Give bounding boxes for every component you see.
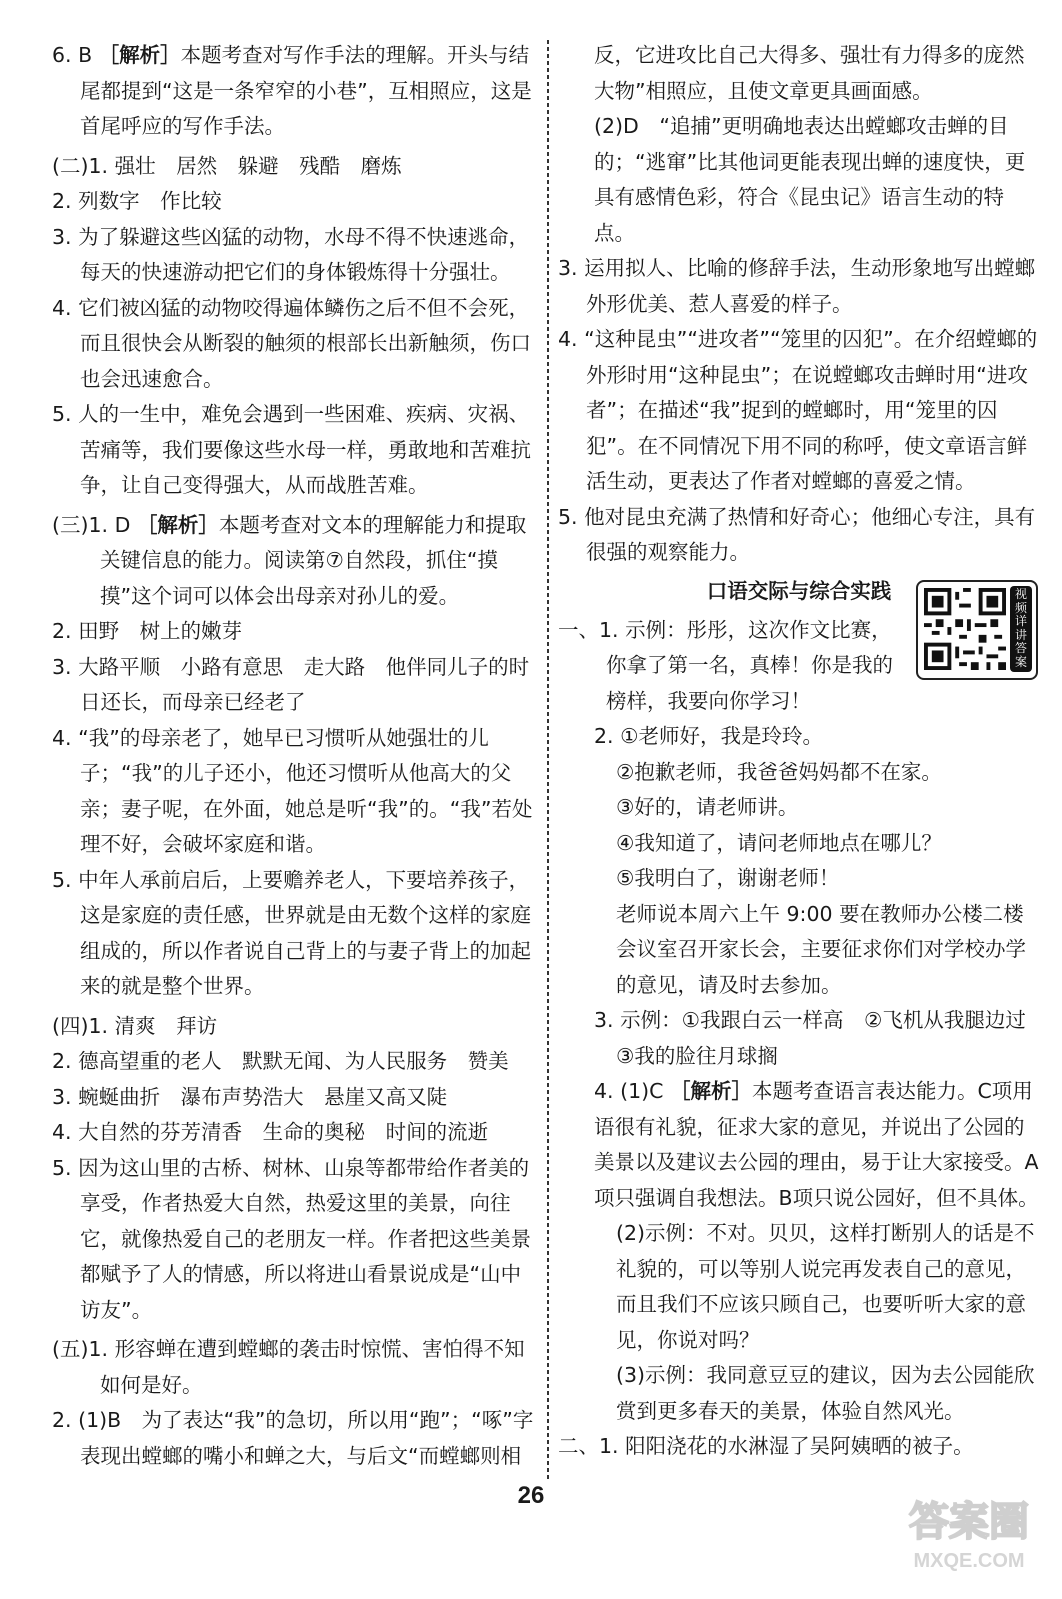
answer-text: ②抱歉老师，我爸爸妈妈都不在家。	[616, 759, 942, 784]
analysis-tag: ［解析］	[98, 43, 181, 67]
right-paragraph	[558, 719, 1040, 755]
answer-text: ③好的，请老师讲。	[616, 795, 799, 819]
right-paragraph	[558, 755, 1040, 791]
left-paragraph	[52, 38, 540, 145]
left-paragraph	[52, 184, 540, 220]
answer-text: 一、1. 示例：彤彤，这次作文比赛，你拿了第一名，真棒！你是我的榜样，我要向你学习！	[558, 617, 893, 713]
left-paragraph	[52, 291, 540, 398]
answer-text: ⑤我明白了，谢谢老师！	[616, 866, 840, 890]
left-paragraph	[52, 1151, 540, 1329]
answer-text: 3. 运用拟人、比喻的修辞手法，生动形象地写出螳螂外形优美、惹人喜爱的样子。	[558, 256, 1036, 316]
qr-code-icon	[924, 588, 1006, 670]
page-number: 26	[517, 1482, 545, 1509]
answer-text: 4. (1)C	[594, 1079, 670, 1103]
left-paragraph	[52, 220, 540, 291]
answer-text: 2. 列数字 作比较	[52, 189, 222, 213]
answer-text: 4. 大自然的芬芳清香 生命的奥秘 时间的流逝	[52, 1120, 489, 1144]
left-paragraph	[52, 863, 540, 1005]
left-paragraph	[52, 1044, 540, 1080]
right-paragraph	[558, 790, 1040, 826]
left-paragraph	[52, 508, 540, 615]
analysis-tag: ［解析］	[669, 1079, 752, 1103]
answer-text: 本题考查对文本的理解能力和提取关键信息的能力。阅读第⑦自然段，抓住“摸摸”这个词可以体会出母亲对孙儿的爱。	[100, 512, 527, 608]
answer-text: 4. “这种昆虫”“进攻者”“笼里的囚犯”。在介绍螳螂的外形时用“这种昆虫”；在说螳螂攻击蝉时用“进攻者”；在描述“我”捉到的螳螂时，用“笼里的囚犯”。在不同情况下用不同的称呼，使文章语言鲜活生动，更表达了作者对螳螂的喜爱之情。	[558, 327, 1038, 493]
answer-text: (2)D “追捕”更明确地表达出螳螂攻击蝉的目的；“逃窜”比其他词更能表现出蝉的速度快，更具有感情色彩，符合《昆虫记》语言生动的特点。	[594, 114, 1026, 245]
answer-text: 2. 田野 树上的嫩芽	[52, 619, 243, 643]
right-paragraph	[558, 861, 1040, 897]
answer-text: 6. B	[52, 43, 99, 67]
answer-text: 3. 蜿蜒曲折 瀑布声势浩大 悬崖又高又陡	[52, 1084, 448, 1109]
answer-text: ③我的脸往月球搁	[616, 1043, 778, 1068]
answer-text: 反，它进攻比自己大得多、强壮有力得多的庞然大物”相照应，且使文章更具画面感。	[594, 43, 1025, 103]
left-paragraph	[52, 614, 540, 650]
left-paragraph	[52, 397, 540, 504]
answer-text: 3. 示例：①我跟白云一样高 ②飞机从我腿边过	[594, 1008, 1026, 1032]
answer-text: 3. 为了躲避这些凶猛的动物，水母不得不快速逃命，每天的快速游动把它们的身体锻炼得十分强壮。	[52, 224, 530, 284]
right-paragraph	[558, 109, 1040, 251]
answer-text: 本题考查语言表达能力。C项用语很有礼貌，征求大家的意见，并说出了公园的美景以及建议去公园的理由，易于让大家接受。A项只强调自我想法。B项只说公园好，但不具体。	[594, 1079, 1039, 1210]
answer-text: 4. 它们被凶猛的动物咬得遍体鳞伤之后不但不会死，而且很快会从断裂的触须的根部长出新触须，伤口也会迅速愈合。	[52, 295, 531, 391]
left-paragraph	[52, 149, 540, 185]
right-paragraph	[558, 1074, 1040, 1216]
answer-text: 老师说本周六上午 9:00 要在教师办公楼二楼会议室召开家长会，主要征求你们对学校办学的意见，请及时去参加。	[616, 901, 1026, 997]
left-paragraph	[52, 1009, 540, 1045]
answer-text: 4. “我”的母亲老了，她早已习惯听从她强壮的儿子；“我”的儿子还小，他还习惯听从他高大的父亲；妻子呢，在外面，她总是听“我”的。“我”若处理不好，会破坏家庭和谐。	[52, 725, 533, 856]
right-paragraph	[558, 1216, 1040, 1358]
left-paragraph	[52, 1332, 540, 1403]
answer-text: (三)1. D	[52, 512, 137, 537]
answer-text: 3. 大路平顺 小路有意思 走大路 他伴同儿子的时日还长，而母亲已经老了	[52, 654, 530, 714]
answer-text: 口语交际与综合实践	[706, 578, 892, 603]
watermark-text: 答案圈	[909, 1499, 1029, 1545]
answer-text: (四)1. 清爽 拜访	[52, 1013, 218, 1038]
answer-text: 二、1. 阳阳浇花的水淋湿了吴阿姨晒的被子。	[558, 1434, 974, 1458]
right-paragraph	[558, 1039, 1040, 1075]
column-divider	[547, 40, 549, 1480]
right-paragraph	[558, 38, 1040, 109]
right-paragraph	[558, 897, 1040, 1004]
left-paragraph	[52, 1080, 540, 1116]
answer-text: 本题考查对写作手法的理解。开头与结尾都提到“这是一条窄窄的小巷”，互相照应，这是首尾呼应的写作手法。	[80, 43, 532, 138]
answer-text: 2. (1)B 为了表达“我”的急切，所以用“跑”；“啄”字表现出螳螂的嘴小和蝉之大，与后文“而螳螂则相	[52, 1408, 534, 1468]
left-paragraph	[52, 721, 540, 863]
right-paragraph	[558, 1429, 1040, 1465]
left-paragraph	[52, 1403, 540, 1474]
qr-code-box[interactable]	[916, 580, 1038, 680]
analysis-tag: ［解析］	[136, 512, 219, 537]
right-column	[558, 38, 1040, 1465]
answer-text: (3)示例：我同意豆豆的建议，因为去公园能欣赏到更多春天的美景，体验自然风光。	[616, 1363, 1035, 1423]
left-paragraph	[52, 1115, 540, 1151]
left-paragraph	[52, 650, 540, 721]
answer-text: ④我知道了，请问老师地点在哪儿？	[616, 830, 942, 855]
left-column	[52, 38, 540, 1474]
answer-text: 2. ①老师好，我是玲玲。	[594, 724, 823, 748]
answer-text: 5. 因为这山里的古桥、树林、山泉等都带给作者美的享受，作者热爱大自然，热爱这里的美景，向往它，就像热爱自己的老朋友一样。作者把这些美景都赋予了人的情感，所以将进山看景说成是“山中访友”。	[52, 1155, 531, 1322]
answer-text: 5. 人的一生中，难免会遇到一些困难、疾病、灾祸、苦痛等，我们要像这些水母一样，勇敢地和苦难抗争，让自己变得强大，从而战胜苦难。	[52, 402, 531, 497]
answer-text: (2)示例：不对。贝贝，这样打断别人的话是不礼貌的，可以等别人说完再发表自己的意见，而且我们不应该只顾自己，也要听听大家的意见，你说对吗？	[616, 1221, 1035, 1352]
watermark-url: MXQE.COM	[913, 1550, 1025, 1572]
right-paragraph	[558, 322, 1040, 500]
right-paragraph	[558, 1358, 1040, 1429]
right-paragraph	[558, 826, 1040, 862]
right-paragraph	[558, 1003, 1040, 1039]
answer-text: 5. 他对昆虫充满了热情和好奇心；他细心专注，具有很强的观察能力。	[558, 504, 1036, 564]
answer-text: 5. 中年人承前启后，上要赡养老人，下要培养孩子，这是家庭的责任感，世界就是由无数个这样的家庭组成的，所以作者说自己背上的与妻子背上的加起来的就是整个世界。	[52, 867, 531, 998]
right-paragraph	[558, 251, 1040, 322]
answer-text: (五)1. 形容蝉在遭到螳螂的袭击时惊慌、害怕得不知如何是好。	[52, 1337, 525, 1397]
qr-caption: 视频详讲答案	[1010, 586, 1032, 672]
watermark-logo	[894, 1487, 1044, 1577]
answer-text: 2. 德高望重的老人 默默无闻、为人民服务 赞美	[52, 1049, 509, 1073]
right-paragraph	[558, 500, 1040, 571]
answer-text: (二)1. 强壮 居然 躲避 残酷 磨炼	[52, 153, 402, 178]
